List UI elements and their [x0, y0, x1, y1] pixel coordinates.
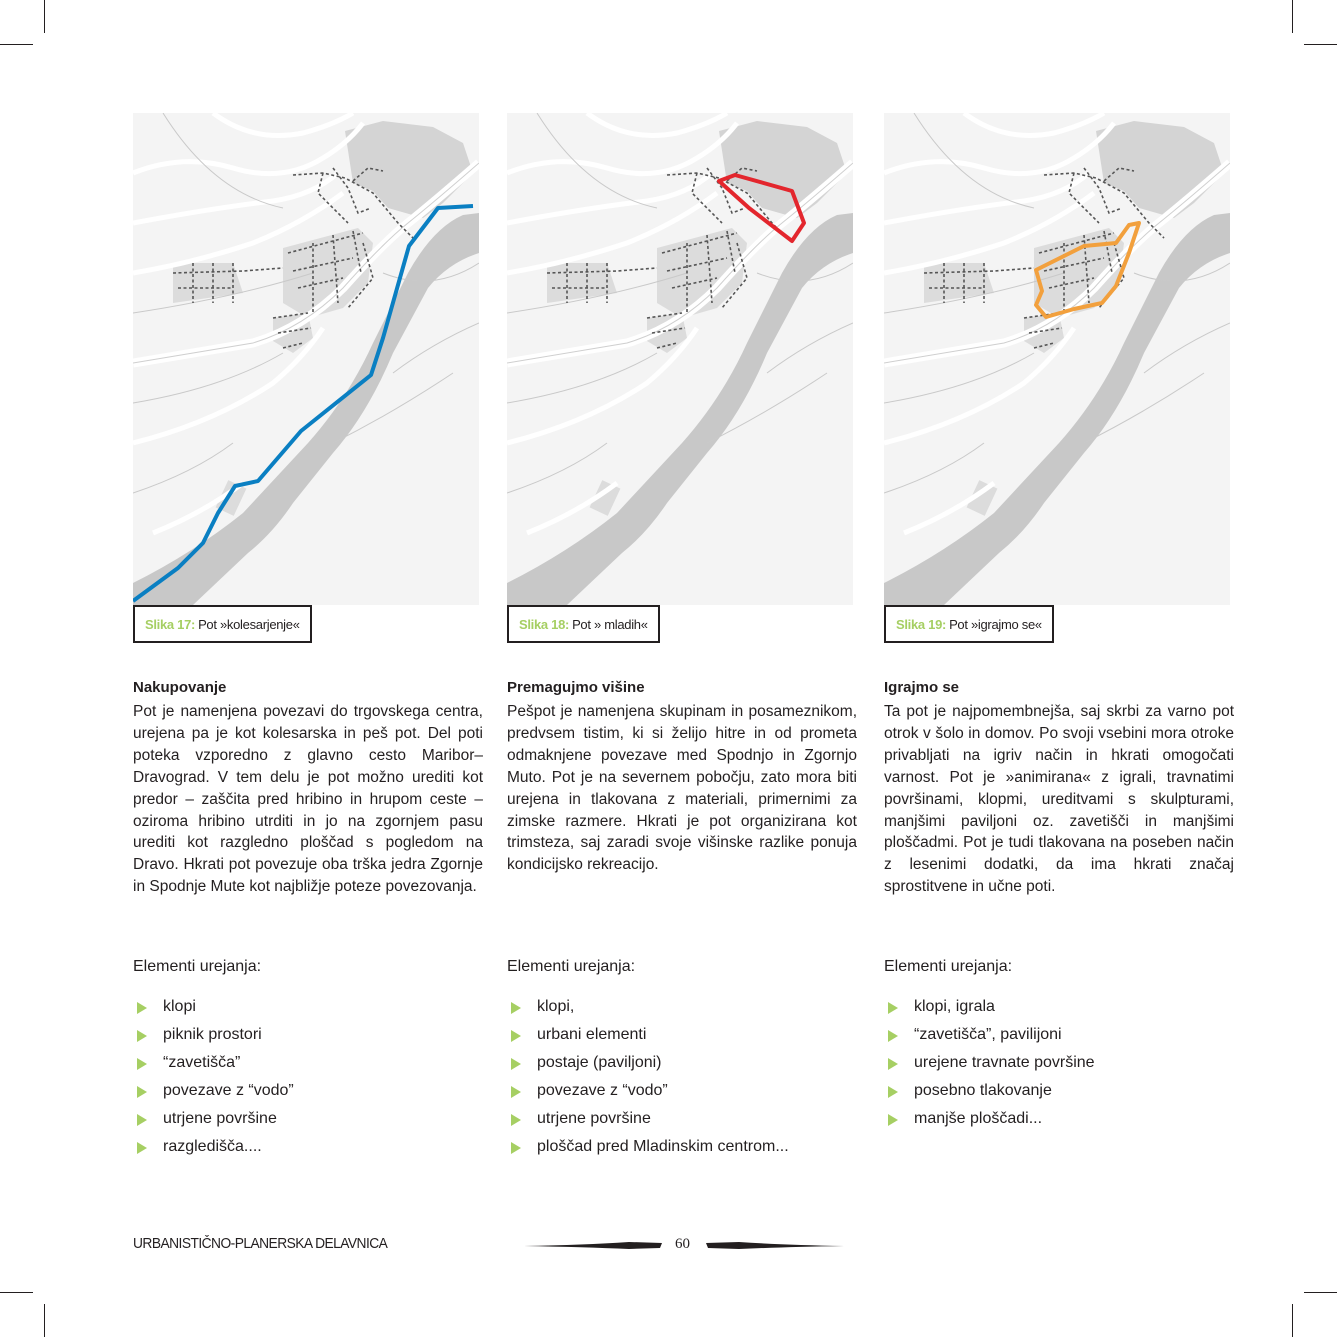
caption-label: Slika 18:: [519, 616, 570, 632]
caption-label: Slika 19:: [896, 616, 947, 632]
triangle-bullet-icon: [511, 1030, 521, 1042]
list-item: klopi, igrala: [884, 993, 1095, 1021]
ornament-right-icon: [704, 1239, 844, 1253]
contour-line: [1144, 323, 1230, 373]
list-item: posebno tlakovanje: [884, 1077, 1095, 1105]
list-item: “zavetišča”: [133, 1049, 294, 1077]
figure-caption: [507, 605, 660, 643]
village-area: [345, 121, 473, 218]
map-figure: [884, 113, 1230, 605]
crop-mark: [1292, 0, 1293, 33]
map-svg: [507, 113, 853, 605]
map-figure: [507, 113, 853, 605]
elements-list: [133, 993, 294, 1161]
list-item: piknik prostori: [133, 1021, 294, 1049]
list-item: klopi: [133, 993, 294, 1021]
crop-mark: [44, 1304, 45, 1337]
triangle-bullet-icon: [511, 1058, 521, 1070]
crop-mark: [0, 44, 33, 45]
triangle-bullet-icon: [888, 1114, 898, 1126]
list-item: razgledišča....: [133, 1133, 294, 1161]
secondary-road: [213, 113, 353, 136]
secondary-road: [587, 113, 727, 136]
list-item: povezave z “vodo”: [507, 1077, 789, 1105]
contour-line: [507, 443, 607, 493]
list-item: povezave z “vodo”: [133, 1077, 294, 1105]
map-figure: [133, 113, 479, 605]
section-heading: Premagujmo višine: [507, 679, 645, 696]
section-body: Pešpot je namenjena skupinam in posameznikom, predvsem tistim, ki si želijo hitre in od prometa odmaknjene povezave med Spodnjo in Zgornjo Muto. Pot je na severnem pobočju, zato mora biti urejena in tlakovana z materiali, primernimi za zimske razmere. Hkrati je pot organizirana kot trimsteza, saj zaradi svoje višinske razlike ponuja kondicijsko rekreacijo.: [507, 703, 857, 874]
crop-mark: [0, 1292, 33, 1293]
section-body: Pot je namenjena povezavi do trgovskega centra, urejena pa je kot kolesarska in peš pot. Del poti poteka vzporedno z glavno cesto Maribor–Dravograd. V tem delu je pot možno urediti kot predor – zaščita pred hribino in hrupom ceste – oziroma hribino utrditi in jo na zgornjem pasu urediti kot razgledno ploščad s pogledom na Dravo. Hkrati pot povezuje oba trška jedra Zgornje in Spodnje Mute kot najbližje poteze povezovanja.: [133, 703, 483, 896]
triangle-bullet-icon: [137, 1030, 147, 1042]
elements-label: Elementi urejanja:: [133, 958, 262, 975]
village-area: [1096, 121, 1224, 218]
contour-line: [393, 323, 479, 373]
list-item: ploščad pred Mladinskim centrom...: [507, 1133, 789, 1161]
map-svg: [884, 113, 1230, 605]
section-heading: Igrajmo se: [884, 679, 960, 696]
triangle-bullet-icon: [137, 1058, 147, 1070]
caption-text: Pot »kolesarjenje«: [198, 616, 300, 632]
section-body: Ta pot je najpomembnejša, saj skrbi za varno pot otrok v šolo in domov. Po svoji vsebini mora otroke privabljati na igriv način in hkrati omogočati varnost. Pot je »animirana« z igrali, travnatimi površinami, klopmi, ureditvami s skulpturami, manjšimi paviljoni oz. zavetišči in manjšimi ploščadmi. Pot je tudi tlakovana na poseben način z lesenimi dodatki, da ima hkrati značaj sprostitvene in učne poti.: [884, 703, 1234, 896]
caption-label: Slika 17:: [145, 616, 196, 632]
triangle-bullet-icon: [888, 1086, 898, 1098]
triangle-bullet-icon: [511, 1002, 521, 1014]
list-item: manjše ploščadi...: [884, 1105, 1095, 1133]
list-item: “zavetišča”, pavilijoni: [884, 1021, 1095, 1049]
triangle-bullet-icon: [511, 1086, 521, 1098]
list-item: utrjene površine: [133, 1105, 294, 1133]
caption-text: Pot »igrajmo se«: [949, 616, 1042, 632]
figure-caption: [884, 605, 1054, 643]
section-heading: Nakupovanje: [133, 679, 227, 696]
ornament-left-icon: [524, 1239, 664, 1253]
triangle-bullet-icon: [137, 1142, 147, 1154]
contour-line: [884, 443, 984, 493]
triangle-bullet-icon: [888, 1058, 898, 1070]
list-item: utrjene površine: [507, 1105, 789, 1133]
secondary-road: [964, 113, 1104, 136]
caption-text: Pot » mladih«: [572, 616, 648, 632]
list-item: urejene travnate površine: [884, 1049, 1095, 1077]
elements-label: Elementi urejanja:: [507, 958, 636, 975]
triangle-bullet-icon: [137, 1114, 147, 1126]
elements-list: [507, 993, 789, 1161]
triangle-bullet-icon: [511, 1142, 521, 1154]
figure-caption: [133, 605, 312, 643]
crop-mark: [1304, 44, 1337, 45]
page-number: 60: [675, 1236, 690, 1252]
triangle-bullet-icon: [137, 1002, 147, 1014]
triangle-bullet-icon: [888, 1030, 898, 1042]
map-svg: [133, 113, 479, 605]
village-area: [719, 121, 847, 218]
crop-mark: [1292, 1304, 1293, 1337]
elements-list: [884, 993, 1095, 1133]
elements-label: Elementi urejanja:: [884, 958, 1013, 975]
footer-title: URBANISTIČNO-PLANERSKA DELAVNICA: [133, 1235, 388, 1252]
triangle-bullet-icon: [137, 1086, 147, 1098]
contour-line: [767, 323, 853, 373]
list-item: urbani elementi: [507, 1021, 789, 1049]
list-item: postaje (paviljoni): [507, 1049, 789, 1077]
crop-mark: [44, 0, 45, 33]
contour-line: [133, 443, 233, 493]
crop-mark: [1304, 1292, 1337, 1293]
triangle-bullet-icon: [888, 1002, 898, 1014]
triangle-bullet-icon: [511, 1114, 521, 1126]
list-item: klopi,: [507, 993, 789, 1021]
